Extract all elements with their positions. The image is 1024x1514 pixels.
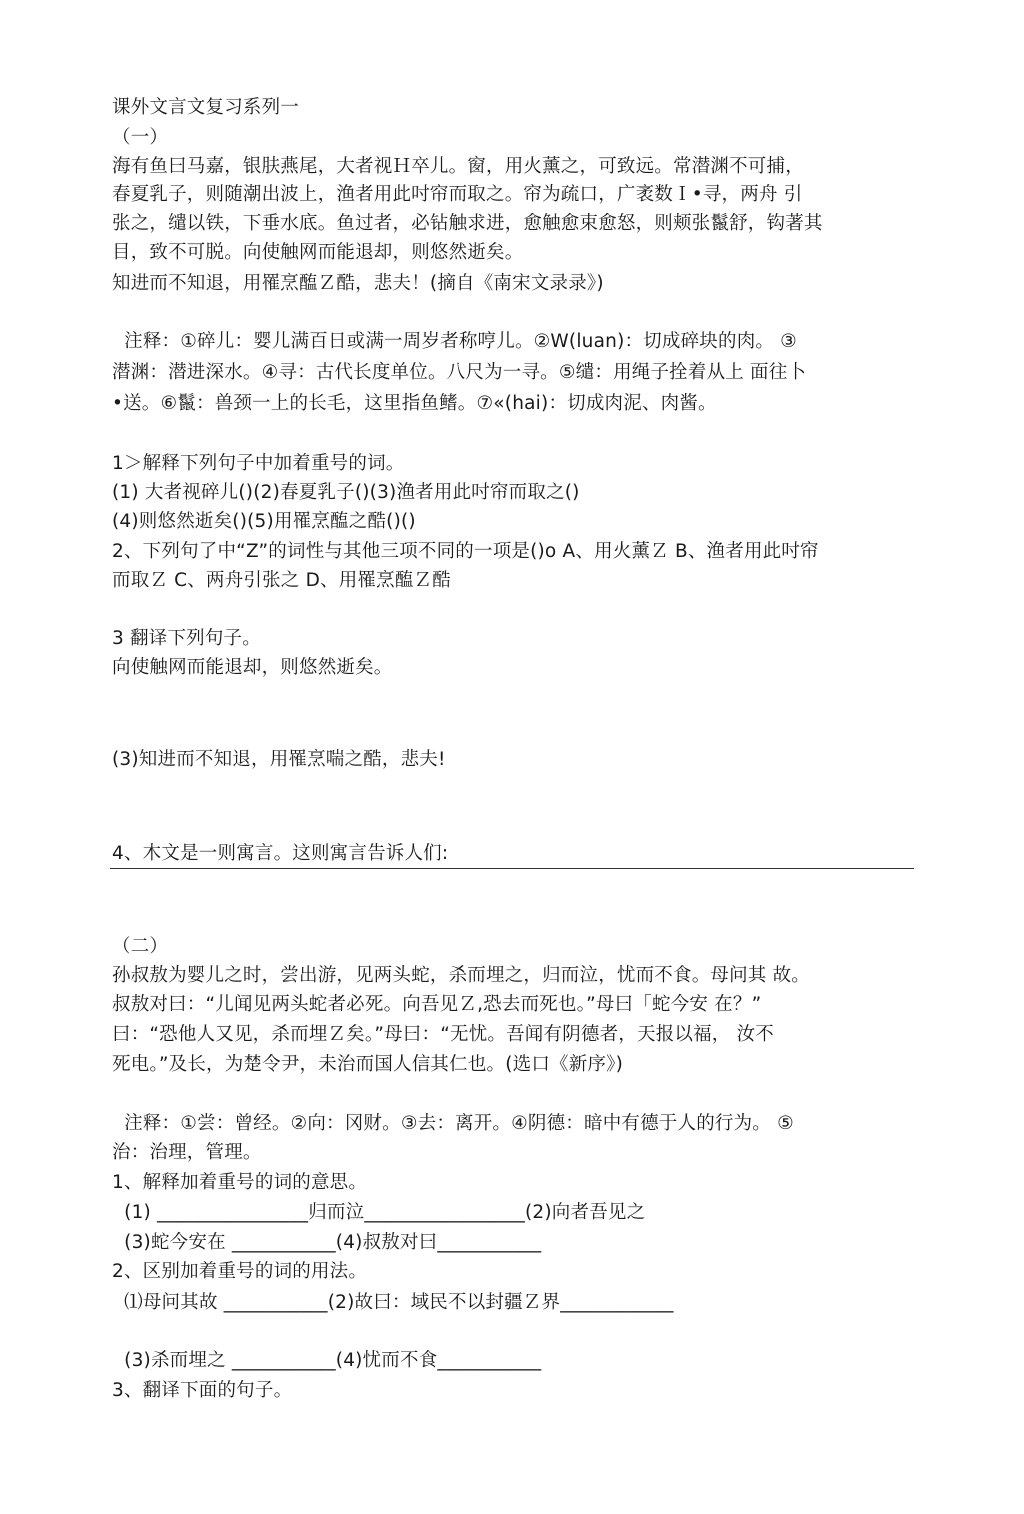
doc-title: 课外文言文复习系列一 bbox=[112, 97, 300, 118]
s2-question-2: 2、区别加着重号的词的用法。 bbox=[112, 1261, 368, 1282]
s1-notes-line: 潜渊：潜进深水。④寻：古代长度单位。八尺为一寻。⑤缱：用绳子拴着从上 面往卜 bbox=[112, 362, 807, 383]
s2-question-2: (3)杀而埋之 ___________(4)忧而不食___________ bbox=[112, 1350, 542, 1371]
s2-passage-line: 曰：“恐他人又见，杀而埋Ｚ矣。”母曰：“无忧。吾闻有阴德者，天报以福， 汝不 bbox=[112, 1024, 774, 1045]
s1-question-4: 4、木文是一则寓言。这则寓言告诉人们: bbox=[112, 843, 449, 864]
s1-question-2: 2、下列句了中“Z”的词性与其他三项不同的一项是()o A、用火薰Ｚ B、渔者用此吋帘 bbox=[112, 541, 819, 562]
s1-notes-line: 注释：①碎儿：婴儿满百日或满一周岁者称哼儿。②W(luan)：切成碎块的肉。 ③ bbox=[112, 331, 797, 352]
s2-notes-line: 注释：①尝：曾经。②向：冈财。③去：离开。④阴德：暗中有德于人的行为。 ⑤ bbox=[112, 1113, 794, 1134]
s1-passage-line: 目，致不可脱。向使触网而能退却，则悠然逝矣。 bbox=[112, 242, 524, 263]
s1-question-1: (1) 大者视碎儿()(2)春夏乳子()(3)渔者用此吋帘而取之() bbox=[112, 482, 580, 503]
s2-question-1: (1) ________________归而泣_________________(2)向者吾见之 bbox=[112, 1202, 646, 1223]
s2-question-3: 3、翻译下面的句子。 bbox=[112, 1380, 293, 1401]
answer-line bbox=[110, 868, 914, 869]
s1-passage-line: 知进而不知退，用罹烹醢Ｚ酷，悲夫！(摘自《南宋文录录》) bbox=[112, 273, 604, 294]
s1-question-3: 3 翻译下列句子。 bbox=[112, 628, 261, 649]
s2-passage-line: 叔敖对曰：“儿闻见两头蛇者必死。向吾见Ｚ,恐去而死也。”母曰「蛇今安 在？” bbox=[112, 994, 762, 1015]
s2-question-1: 1、解释加着重号的词的意思。 bbox=[112, 1172, 368, 1193]
s1-question-2: 而取Ｚ C、两舟引张之 D、用罹烹醢Ｚ酷 bbox=[112, 570, 451, 591]
section-1-heading: （一） bbox=[112, 127, 169, 148]
s1-passage-line: 海有鱼曰马嘉，银肤燕尾，大者视Ｈ卒儿。窗，用火薰之，可致远。常潜渊不可捕， bbox=[112, 156, 804, 177]
s1-question-3: 向使触网而能退却，则悠然逝矣。 bbox=[112, 657, 393, 678]
s2-passage-line: 死电。”及长，为楚令尹，未治而国人信其仁也。(选口《新序》) bbox=[112, 1054, 624, 1075]
s2-passage-line: 孙叔敖为婴儿之时，尝出游，见两头蛇，杀而埋之，归而泣，忧而不食。母问其 故。 bbox=[112, 965, 810, 986]
s2-question-2: ⑴母问其故 ___________(2)故曰：域民不以封疆Ｚ界____________ bbox=[112, 1292, 674, 1313]
s2-notes-line: 治：治理，管理。 bbox=[112, 1142, 262, 1163]
section-2-heading: （二） bbox=[112, 936, 169, 957]
s1-question-1: 1＞解释下列句子中加着重号的词。 bbox=[112, 453, 405, 474]
s1-notes-line: •送。⑥鬣：兽颈一上的长毛，这里指鱼鳍。⑦«(hai)：切成肉泥、肉酱。 bbox=[112, 393, 717, 414]
s1-question-3b: (3)知进而不知退，用罹烹喘之酷，悲夫! bbox=[112, 749, 446, 770]
s1-passage-line: 春夏乳子，则随潮出波上，渔者用此吋帘而取之。帘为疏口，广袤数Ｉ•寻，两舟 引 bbox=[112, 184, 803, 205]
s1-question-1: (4)则悠然逝矣()(5)用罹烹醢之酷()() bbox=[112, 511, 416, 532]
s2-question-1: (3)蛇今安在 ___________(4)叔敖对曰___________ bbox=[112, 1232, 542, 1253]
s1-passage-line: 张之，缱以铁，下垂水底。鱼过者，必钻触求进，愈触愈束愈怒，则颊张鬣舒，钩著其 bbox=[112, 213, 823, 234]
